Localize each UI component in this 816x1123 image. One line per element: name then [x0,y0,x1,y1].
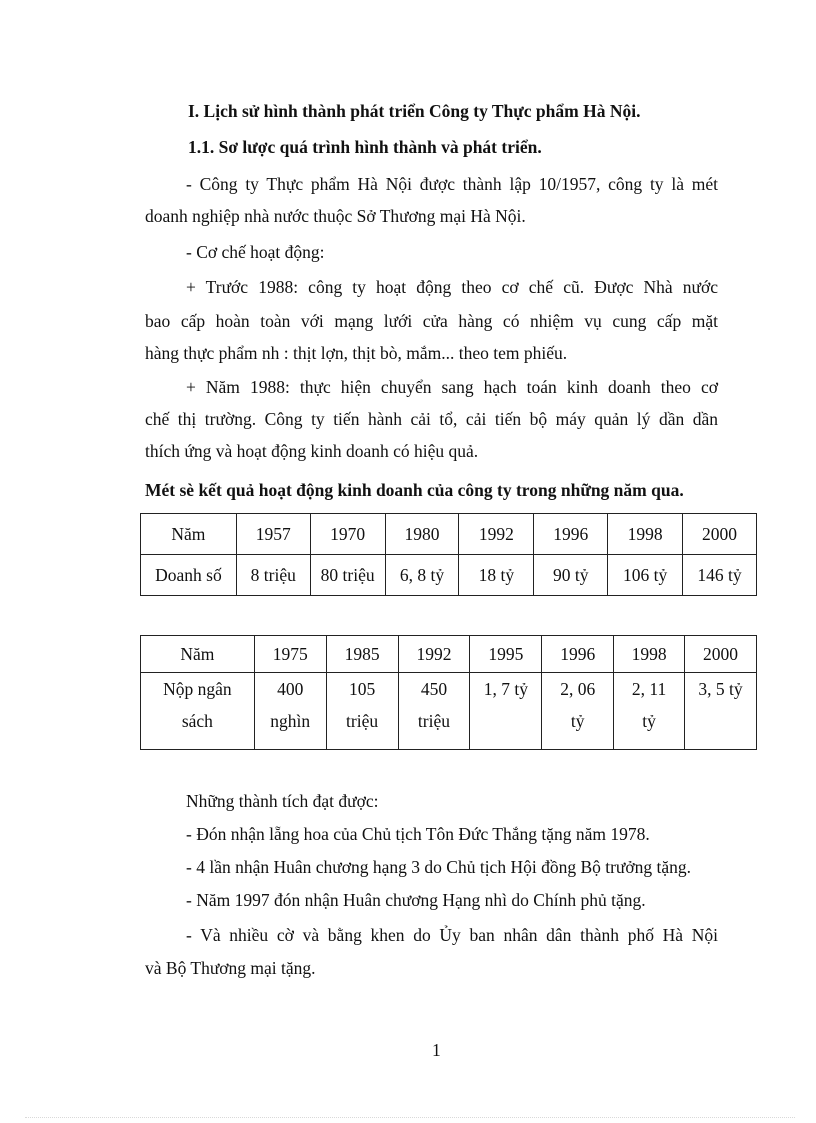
year-cell: 1985 [326,636,398,673]
year-cell: 1992 [459,514,534,555]
paragraph-1-line-2: doanh nghiệp nhà nước thuộc Sở Thương mại Hà Nội. [145,206,526,226]
achievement-item: - Đón nhận lẵng hoa của Chủ tịch Tôn Đức Thắng tặng năm 1978. [186,824,650,844]
budget-cell [398,673,470,750]
cell-text: tỷ [570,711,585,731]
cell-text: triệu [417,711,450,731]
revenue-cell: 80 triệu [310,555,385,596]
page-number: 1 [432,1040,441,1060]
cell-text: 2, 11 [631,679,667,699]
section-heading: I. Lịch sử hình thành phát triển Công ty Thực phẩm Hà Nội. [188,101,641,121]
year-cell: 1996 [542,636,614,673]
year-cell: 1970 [310,514,385,555]
year-cell: 1998 [614,636,685,673]
table-row [141,673,757,750]
achievement-item: - Năm 1997 đón nhận Huân chương Hạng nhì do Chính phủ tặng. [186,890,646,910]
cell-text: Nộp ngân [163,679,232,699]
budget-cell [470,673,542,750]
row-label-revenue: Doanh số [141,555,237,596]
year-cell: 1995 [470,636,542,673]
budget-cell [254,673,326,750]
year-cell: 1996 [534,514,608,555]
paragraph-3-line-1: + Năm 1988: thực hiện chuyển sang hạch toán kinh doanh theo cơ [186,377,718,397]
budget-cell [326,673,398,750]
revenue-cell: 18 tỷ [459,555,534,596]
table-row [141,636,757,673]
cell-text: 400 [277,679,304,699]
revenue-cell: 90 tỷ [534,555,608,596]
row-label-year: Năm [141,636,255,673]
cell-text: 450 [420,679,448,699]
paragraph-1-line-1: - Công ty Thực phẩm Hà Nội được thành lập 10/1957, công ty là mét [186,174,718,194]
cell-text: 2, 06 [560,679,596,699]
revenue-cell: 6, 8 tỷ [385,555,459,596]
cell-text: triệu [346,711,379,731]
achievements-title: Những thành tích đạt được: [186,791,379,811]
revenue-cell: 8 triệu [236,555,310,596]
row-label-year: Năm [141,514,237,555]
row-label-budget [141,673,255,750]
table-row [141,555,757,596]
closing-line-2: và Bộ Thương mại tặng. [145,958,316,978]
year-cell: 1975 [254,636,326,673]
revenue-cell: 106 tỷ [608,555,683,596]
cell-text: 3, 5 tỷ [698,679,743,699]
mechanism-label: - Cơ chế hoạt động: [186,242,325,262]
year-cell: 1992 [398,636,470,673]
page-border [25,1117,795,1118]
paragraph-2-line-1: + Trước 1988: công ty hoạt động theo cơ chế cũ. Được Nhà nước [186,277,718,297]
year-cell: 1980 [385,514,459,555]
budget-cell [614,673,685,750]
year-cell: 2000 [683,514,757,555]
cell-text: sách [181,711,213,731]
budget-table [140,635,757,750]
subsection-heading: 1.1. Sơ lược quá trình hình thành và phát triển. [188,137,542,157]
cell-text: tỷ [642,711,656,731]
paragraph-3-line-3: thích ứng và hoạt động kinh doanh có hiệu quả. [145,441,479,461]
budget-cell [685,673,757,750]
table-caption: Mét sè kết quả hoạt động kinh doanh của công ty trong những năm qua. [145,480,684,500]
year-cell: 2000 [685,636,757,673]
budget-cell [542,673,614,750]
achievement-item: - 4 lần nhận Huân chương hạng 3 do Chủ tịch Hội đồng Bộ trưởng tặng. [186,857,692,877]
revenue-table [140,513,757,596]
paragraph-3-line-2: chế thị trường. Công ty tiến hành cải tổ, cải tiến bộ máy quản lý dần dần [145,409,718,429]
year-cell: 1957 [236,514,310,555]
paragraph-2-line-3: hàng thực phẩm nh : thịt lợn, thịt bò, mắm... theo tem phiếu. [145,343,568,363]
cell-text: 105 [348,679,376,699]
cell-text: 1, 7 tỷ [483,679,528,699]
cell-text [470,711,541,743]
year-cell: 1998 [608,514,683,555]
closing-line-1: - Và nhiều cờ và bằng khen do Ủy ban nhân dân thành phố Hà Nội [186,925,718,945]
cell-text: nghìn [270,711,311,731]
paragraph-2-line-2: bao cấp hoàn toàn với mạng lưới cửa hàng có nhiệm vụ cung cấp mặt [145,311,718,331]
cell-text [685,711,756,743]
revenue-cell: 146 tỷ [683,555,757,596]
table-row [141,514,757,555]
